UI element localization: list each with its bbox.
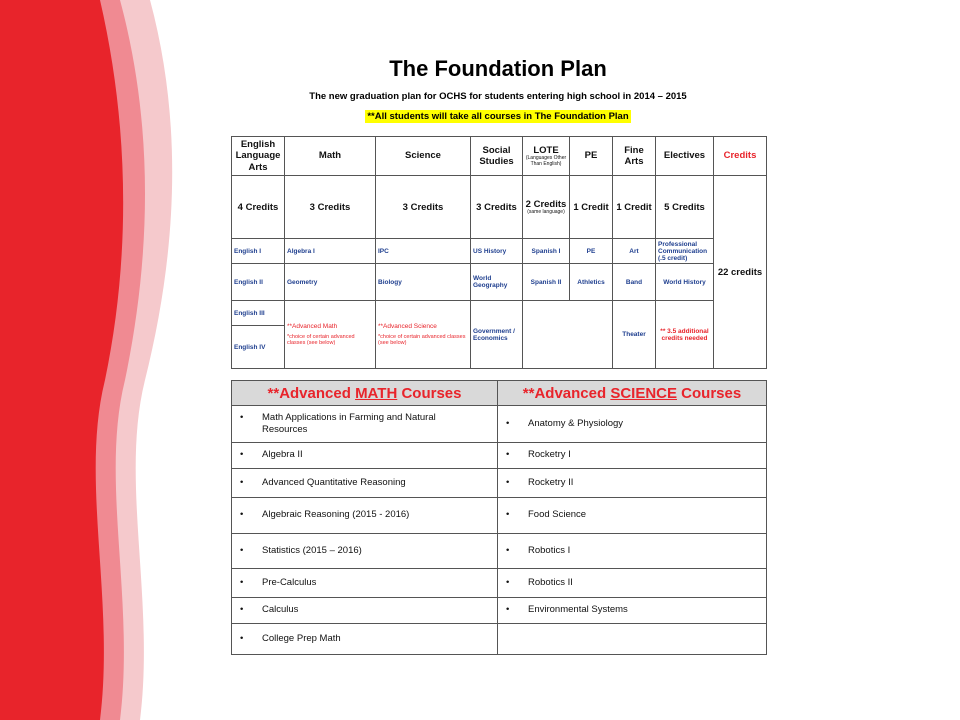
course-world-history: World History [656, 264, 714, 301]
header-electives: Electives [656, 137, 714, 176]
course-spanish-1: Spanish I [523, 239, 570, 264]
course-pe: PE [570, 239, 613, 264]
course-english-2: English II [232, 264, 285, 301]
bullet: • [506, 449, 510, 461]
course-government-economics: Government / Economics [471, 301, 523, 369]
math-course: Algebra II [262, 449, 303, 461]
advanced-course-row [232, 498, 767, 534]
course-us-history: US History [471, 239, 523, 264]
advanced-science-note: *choice of certain advanced classes (see below) [378, 334, 466, 346]
note-wrapper [230, 106, 766, 124]
advanced-math-header-pre: **Advanced [267, 384, 356, 402]
bullet: • [506, 604, 510, 616]
course-band: Band [613, 264, 656, 301]
header-lote [523, 137, 570, 176]
science-course-cell [498, 534, 767, 569]
math-course-cell [232, 443, 498, 469]
bullet: • [240, 544, 244, 556]
advanced-science-header [498, 381, 767, 406]
credits-lote [523, 176, 570, 239]
math-course: Math Applications in Farming and Natural Resources [262, 411, 436, 435]
bullet: • [506, 417, 510, 429]
header-science: Science [376, 137, 471, 176]
credits-ela: 4 Credits [232, 176, 285, 239]
bullet: • [506, 576, 510, 588]
header-ela: English Language Arts [232, 137, 285, 176]
header-lote-label: LOTE [533, 144, 559, 156]
advanced-course-row [232, 569, 767, 598]
math-course: Calculus [262, 604, 299, 616]
advanced-course-row [232, 534, 767, 569]
course-art: Art [613, 239, 656, 264]
advanced-courses-body [232, 406, 767, 655]
course-world-geography: World Geography [471, 264, 523, 301]
course-theater: Theater [613, 301, 656, 369]
science-course: Environmental Systems [528, 604, 628, 616]
math-course-cell [232, 624, 498, 655]
math-course: Pre-Calculus [262, 576, 317, 588]
bullet: • [240, 604, 244, 616]
bullet: • [240, 632, 244, 644]
page-title: The Foundation Plan [389, 56, 607, 81]
course-professional-communication: Professional Communication (.5 credit) [656, 239, 714, 264]
header-social-studies: Social Studies [471, 137, 523, 176]
header-math: Math [285, 137, 376, 176]
bullet: • [506, 509, 510, 521]
credits-fine-arts: 1 Credit [613, 176, 656, 239]
course-advanced-science [376, 301, 471, 369]
advanced-math-header-post: Courses [397, 384, 462, 402]
credits-science: 3 Credits [376, 176, 471, 239]
advanced-math-label: **Advanced Math [287, 323, 338, 330]
advanced-math-header [232, 381, 498, 406]
math-course: Algebraic Reasoning (2015 - 2016) [262, 509, 410, 521]
course-geometry: Geometry [285, 264, 376, 301]
science-course: Robotics II [528, 576, 573, 588]
course-english-4: English IV [232, 326, 285, 369]
advanced-course-row [232, 469, 767, 498]
advanced-course-row [232, 624, 767, 655]
credits-lote-sub: (same language) [527, 208, 565, 215]
science-course-cell [498, 406, 767, 443]
bullet: • [506, 476, 510, 488]
science-course-cell [498, 469, 767, 498]
credits-electives: 5 Credits [656, 176, 714, 239]
science-course-cell [498, 569, 767, 598]
course-spanish-2: Spanish II [523, 264, 570, 301]
credits-math: 3 Credits [285, 176, 376, 239]
math-course-cell [232, 406, 498, 443]
science-course: Food Science [528, 509, 587, 521]
science-course: Rocketry II [528, 476, 574, 488]
advanced-math-note: *choice of certain advanced classes (see below) [287, 334, 355, 346]
science-course: Robotics I [528, 544, 571, 556]
advanced-science-header-post: Courses [677, 384, 742, 402]
bullet: • [240, 449, 244, 461]
header-credits: Credits [714, 137, 767, 176]
advanced-math-header-word: MATH [355, 384, 398, 402]
bullet: • [506, 544, 510, 556]
course-biology: Biology [376, 264, 471, 301]
credits-pe: 1 Credit [570, 176, 613, 239]
advanced-science-header-word: SCIENCE [610, 384, 678, 402]
advanced-course-row [232, 406, 767, 443]
course-advanced-math [285, 301, 376, 369]
course-ipc: IPC [376, 239, 471, 264]
course-athletics: Athletics [570, 264, 613, 301]
science-course-cell [498, 498, 767, 534]
math-course: Advanced Quantitative Reasoning [262, 476, 406, 488]
course-english-3: English III [232, 301, 285, 326]
bullet: • [240, 411, 244, 423]
credits-social: 3 Credits [471, 176, 523, 239]
total-credits: 22 credits [714, 176, 767, 369]
bullet: • [240, 576, 244, 588]
empty-cell [523, 301, 613, 369]
additional-credits-note: ** 3.5 additional credits needed [656, 301, 714, 369]
science-course: Anatomy & Physiology [528, 417, 624, 429]
science-course: Rocketry I [528, 449, 571, 461]
advanced-science-label: **Advanced Science [378, 323, 437, 330]
math-course: Statistics (2015 – 2016) [262, 544, 362, 556]
math-course-cell [232, 569, 498, 598]
bullet: • [240, 509, 244, 521]
bullet: • [240, 476, 244, 488]
math-course-cell [232, 498, 498, 534]
math-course: College Prep Math [262, 632, 341, 644]
advanced-course-row [232, 598, 767, 624]
advanced-science-header-pre: **Advanced [522, 384, 611, 402]
credits-lote-value: 2 Credits [525, 198, 567, 210]
math-course-cell [232, 598, 498, 624]
advanced-course-row [232, 443, 767, 469]
header-lote-sub: (Languages Other Than English) [525, 155, 567, 167]
header-fine-arts: Fine Arts [613, 137, 656, 176]
science-course-cell [498, 624, 767, 655]
highlight-note: **All students will take all courses in The Foundation Plan [367, 111, 629, 122]
course-english-1: English I [232, 239, 285, 264]
header-pe: PE [570, 137, 613, 176]
science-course-cell [498, 598, 767, 624]
foundation-plan-table [231, 136, 767, 369]
advanced-courses-table [231, 380, 767, 655]
math-course-cell [232, 534, 498, 569]
course-algebra-1: Algebra I [285, 239, 376, 264]
math-course-cell [232, 469, 498, 498]
page-subtitle: The new graduation plan for OCHS for students entering high school in 2014 – 2015 [309, 91, 687, 102]
science-course-cell [498, 443, 767, 469]
